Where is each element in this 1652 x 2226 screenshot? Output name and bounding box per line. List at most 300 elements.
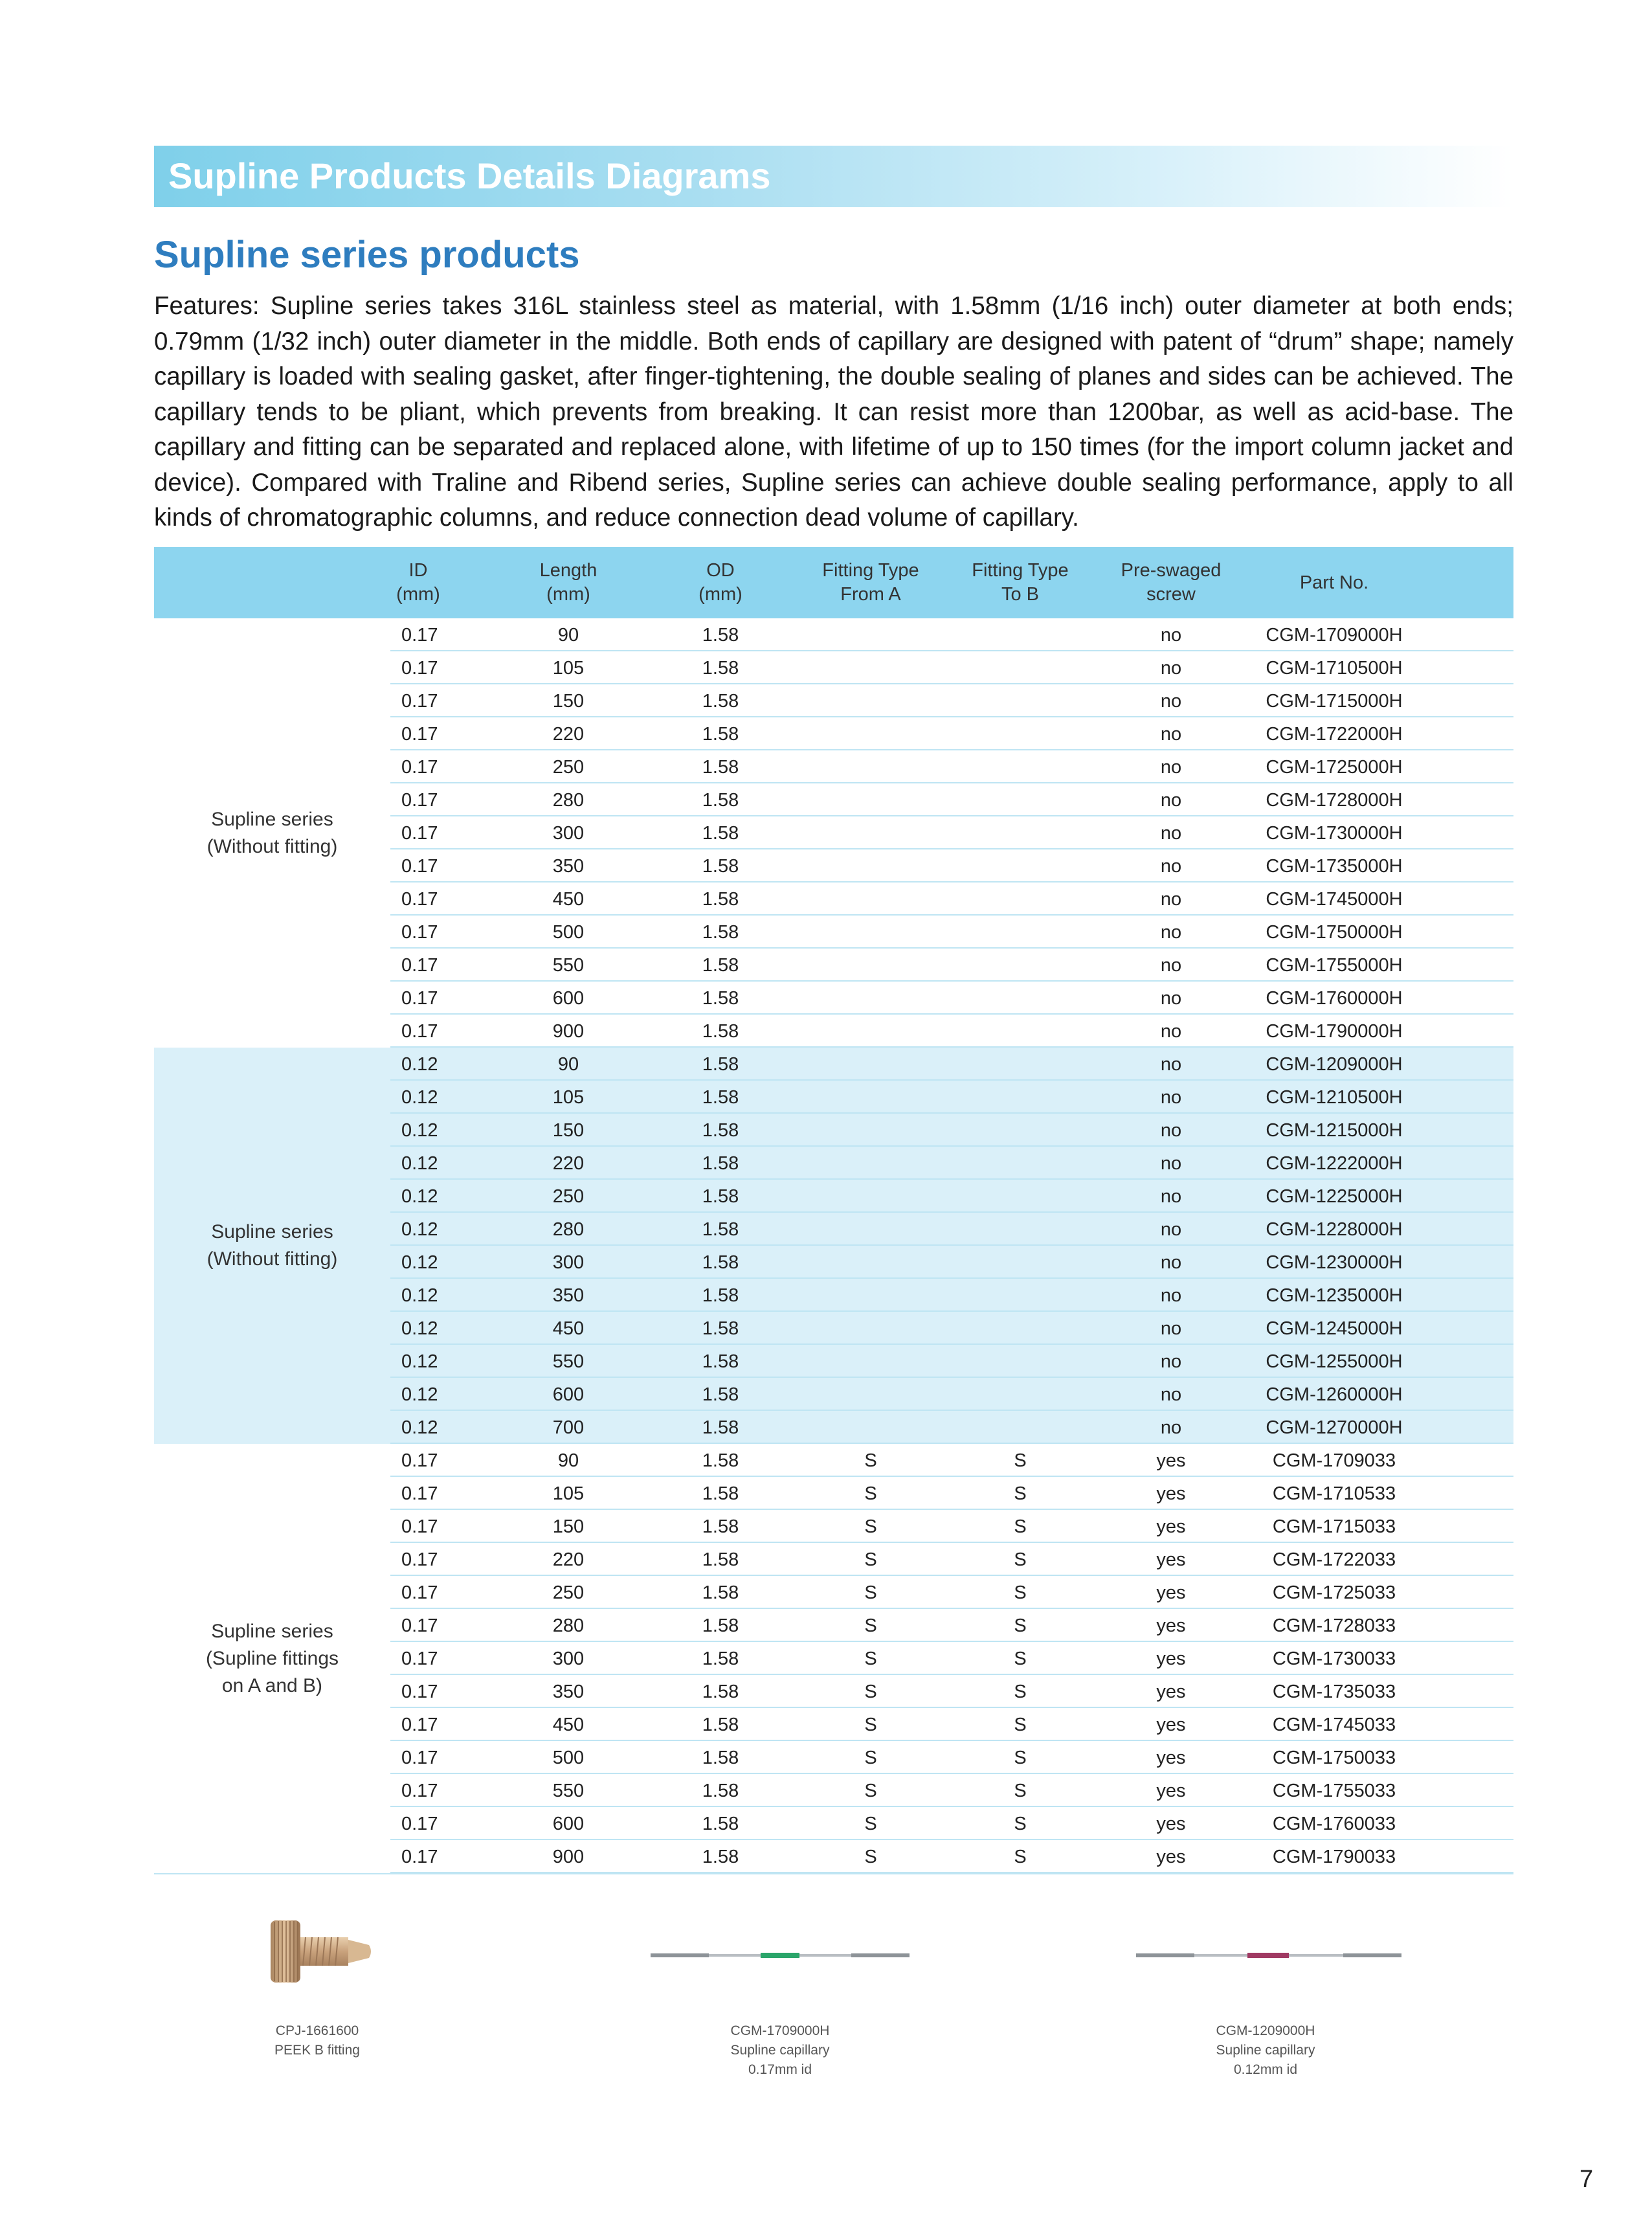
cell-od: 1.58 — [702, 823, 739, 844]
header-od: OD (mm) — [698, 560, 742, 605]
cell-od: 1.58 — [702, 1681, 739, 1702]
cell-pre-swaged: yes — [1156, 1549, 1186, 1570]
cell-fitting-to-b — [946, 1147, 1095, 1178]
cell-pre-swaged: no — [1160, 1087, 1182, 1108]
table-group — [154, 1048, 1513, 1444]
cell-fitting-to-b: S — [1014, 1748, 1027, 1768]
cell-fitting-from-a — [796, 1147, 945, 1178]
cell-fitting-from-a — [796, 1048, 945, 1079]
table-row — [390, 1477, 1513, 1510]
cell-fitting-to-b — [946, 883, 1095, 914]
cell-part-no: CGM-1755033 — [1272, 1781, 1396, 1801]
cell-pre-swaged: yes — [1156, 1648, 1186, 1669]
cell-fitting-to-b — [946, 816, 1095, 848]
cell-part-no: CGM-1750000H — [1266, 922, 1403, 943]
cell-length: 600 — [552, 988, 585, 1009]
cell-part-no: CGM-1730000H — [1266, 823, 1403, 844]
table-row — [390, 1345, 1513, 1378]
cell-part-no: CGM-1790033 — [1272, 1847, 1396, 1867]
cell-od: 1.58 — [702, 1781, 739, 1801]
cell-part-no: CGM-1709000H — [1266, 625, 1403, 646]
cell-fitting-to-b: S — [1014, 1681, 1027, 1702]
cell-id: 0.12 — [401, 1186, 438, 1207]
cell-fitting-from-a: S — [864, 1814, 877, 1834]
cell-fitting-to-b — [946, 1213, 1095, 1244]
cell-length: 300 — [552, 823, 585, 844]
cell-part-no: CGM-1225000H — [1266, 1186, 1403, 1207]
cell-fitting-from-a — [796, 849, 945, 881]
group-label: Supline series (Supline fittings on A and B) — [205, 1620, 339, 1696]
cell-fitting-from-a — [796, 1345, 945, 1377]
table-row — [390, 1213, 1513, 1246]
table-row — [390, 717, 1513, 750]
cell-pre-swaged: no — [1160, 724, 1182, 745]
cell-id: 0.12 — [401, 1087, 438, 1108]
cell-part-no: CGM-1255000H — [1266, 1351, 1403, 1372]
cell-fitting-from-a — [796, 684, 945, 716]
cell-fitting-from-a — [796, 883, 945, 914]
cell-id: 0.17 — [401, 922, 438, 943]
table-row — [390, 1576, 1513, 1609]
cell-length: 550 — [552, 1781, 585, 1801]
cell-od: 1.58 — [702, 1120, 739, 1141]
cell-fitting-to-b — [946, 1081, 1095, 1112]
cell-fitting-to-b — [946, 1180, 1095, 1211]
cell-fitting-to-b: S — [1014, 1483, 1027, 1504]
features-paragraph: Features: Supline series takes 316L stainless steel as material, with 1.58mm (1/16 inch) outer diameter at both ends; 0.79mm (1/32 inch) outer diameter in the middle. Both ends of capillary are designed with patent of “drum” shape; namely capillary is loaded with sealing gasket, after finger-tightening, the double sealing of planes and sides can be achieved. The capillary tends to be pliant, which prevents from breaking. It can resist more than 1200bar, as well as acid-base. The capillary and fitting can be separated and replaced alone, with lifetime of up to 150 times (for the import column jacket and device). Compared with Traline and Ribend series, Supline series can achieve double sealing performance, apply to all kinds of chromatographic columns, and reduce connection dead volume of capillary. — [154, 292, 1513, 532]
cell-fitting-to-b — [946, 949, 1095, 980]
cell-id: 0.12 — [401, 1252, 438, 1273]
cell-pre-swaged: no — [1160, 1285, 1182, 1306]
cell-pre-swaged: yes — [1156, 1781, 1186, 1801]
cell-fitting-from-a — [796, 750, 945, 782]
cell-id: 0.17 — [401, 1582, 438, 1603]
cell-pre-swaged: no — [1160, 1252, 1182, 1273]
cell-id: 0.17 — [401, 724, 438, 745]
header-length: Length (mm) — [539, 560, 597, 605]
cell-pre-swaged: no — [1160, 757, 1182, 778]
cell-fitting-to-b — [946, 916, 1095, 947]
cell-id: 0.17 — [401, 1516, 438, 1537]
cell-od: 1.58 — [702, 1582, 739, 1603]
cell-fitting-to-b — [946, 1312, 1095, 1343]
cell-part-no: CGM-1715033 — [1272, 1516, 1396, 1537]
banner-title: Supline Products Details Diagrams — [168, 155, 771, 196]
cell-fitting-to-b — [946, 1246, 1095, 1277]
table-group — [154, 618, 1513, 1048]
cell-length: 90 — [557, 1450, 579, 1471]
cell-pre-swaged: no — [1160, 1351, 1182, 1372]
cell-length: 600 — [552, 1814, 585, 1834]
cell-part-no: CGM-1735033 — [1272, 1681, 1396, 1702]
cell-id: 0.17 — [401, 757, 438, 778]
cell-fitting-from-a: S — [864, 1516, 877, 1537]
cell-id: 0.12 — [401, 1285, 438, 1306]
cell-pre-swaged: no — [1160, 955, 1182, 976]
cell-id: 0.17 — [401, 1021, 438, 1042]
cell-pre-swaged: no — [1160, 1054, 1182, 1075]
cell-fitting-from-a — [796, 1213, 945, 1244]
cell-od: 1.58 — [702, 922, 739, 943]
cell-od: 1.58 — [702, 988, 739, 1009]
cell-id: 0.17 — [401, 889, 438, 910]
cell-od: 1.58 — [702, 1054, 739, 1075]
cell-fitting-from-a — [796, 1114, 945, 1145]
cell-length: 600 — [552, 1384, 585, 1405]
cell-fitting-from-a — [796, 949, 945, 980]
cell-length: 250 — [552, 757, 585, 778]
cell-id: 0.17 — [401, 988, 438, 1009]
cell-od: 1.58 — [702, 856, 739, 877]
cell-id: 0.12 — [401, 1054, 438, 1075]
cell-fitting-to-b — [946, 618, 1095, 650]
cell-length: 550 — [552, 1351, 585, 1372]
cell-od: 1.58 — [702, 1252, 739, 1273]
peek-fitting-caption: CPJ-1661600 PEEK B fitting — [274, 2023, 360, 2058]
cell-part-no: CGM-1235000H — [1266, 1285, 1403, 1306]
cell-fitting-from-a — [796, 1312, 945, 1343]
cell-id: 0.17 — [401, 1483, 438, 1504]
cell-length: 105 — [552, 1483, 585, 1504]
cell-fitting-to-b: S — [1014, 1450, 1027, 1471]
cell-fitting-to-b: S — [1014, 1615, 1027, 1636]
cell-fitting-from-a — [796, 916, 945, 947]
cell-part-no: CGM-1728000H — [1266, 790, 1403, 811]
cell-id: 0.12 — [401, 1120, 438, 1141]
cell-pre-swaged: no — [1160, 658, 1182, 679]
cell-part-no: CGM-1709033 — [1272, 1450, 1396, 1471]
table-row — [390, 1312, 1513, 1345]
group-label: Supline series (Without fitting) — [206, 1221, 338, 1270]
table-row — [390, 1378, 1513, 1411]
capillary-012-caption: CGM-1209000H Supline capillary 0.12mm id — [1216, 2023, 1315, 2077]
cell-fitting-to-b — [946, 1345, 1095, 1377]
table-row — [390, 783, 1513, 816]
table-row — [390, 849, 1513, 883]
cell-fitting-from-a: S — [864, 1714, 877, 1735]
table-row — [390, 1015, 1513, 1048]
cell-length: 500 — [552, 922, 585, 943]
header-fitting-from-a: Fitting Type From A — [822, 560, 919, 605]
peek-fitting-image — [265, 1917, 382, 1988]
cell-part-no: CGM-1222000H — [1266, 1153, 1403, 1174]
cell-part-no: CGM-1745033 — [1272, 1714, 1396, 1735]
cell-id: 0.17 — [401, 658, 438, 679]
cell-fitting-from-a — [796, 651, 945, 683]
cell-od: 1.58 — [702, 1483, 739, 1504]
cell-fitting-to-b — [946, 750, 1095, 782]
cell-length: 150 — [552, 691, 585, 712]
cell-length: 250 — [552, 1186, 585, 1207]
cell-length: 220 — [552, 1153, 585, 1174]
capillary-017-image — [651, 1946, 910, 1965]
table-row — [390, 949, 1513, 982]
cell-id: 0.17 — [401, 1781, 438, 1801]
table-group — [154, 1444, 1513, 1873]
cell-fitting-from-a: S — [864, 1582, 877, 1603]
table-row — [390, 1807, 1513, 1840]
cell-length: 220 — [552, 724, 585, 745]
cell-part-no: CGM-1728033 — [1272, 1615, 1396, 1636]
table-row — [390, 618, 1513, 651]
cell-fitting-from-a — [796, 1081, 945, 1112]
cell-pre-swaged: no — [1160, 988, 1182, 1009]
cell-length: 450 — [552, 889, 585, 910]
table-header — [154, 547, 1513, 618]
cell-fitting-to-b: S — [1014, 1714, 1027, 1735]
cell-part-no: CGM-1228000H — [1266, 1219, 1403, 1240]
cell-fitting-from-a: S — [864, 1648, 877, 1669]
cell-od: 1.58 — [702, 1351, 739, 1372]
cell-od: 1.58 — [702, 1714, 739, 1735]
cell-part-no: CGM-1260000H — [1266, 1384, 1403, 1405]
cell-fitting-to-b — [946, 1378, 1095, 1410]
cell-part-no: CGM-1722033 — [1272, 1549, 1396, 1570]
cell-pre-swaged: no — [1160, 922, 1182, 943]
cell-part-no: CGM-1230000H — [1266, 1252, 1403, 1273]
cell-length: 90 — [557, 625, 579, 646]
cell-pre-swaged: yes — [1156, 1582, 1186, 1603]
cell-fitting-from-a — [796, 1279, 945, 1310]
cell-length: 90 — [557, 1054, 579, 1075]
cell-pre-swaged: yes — [1156, 1748, 1186, 1768]
cell-fitting-to-b — [946, 1114, 1095, 1145]
table-row — [390, 750, 1513, 783]
cell-part-no: CGM-1745000H — [1266, 889, 1403, 910]
cell-od: 1.58 — [702, 1153, 739, 1174]
cell-od: 1.58 — [702, 955, 739, 976]
cell-pre-swaged: no — [1160, 790, 1182, 811]
cell-part-no: CGM-1735000H — [1266, 856, 1403, 877]
table-row — [390, 916, 1513, 949]
cell-length: 300 — [552, 1252, 585, 1273]
table-row — [390, 684, 1513, 717]
product-table — [154, 547, 1513, 1874]
table-row — [390, 1048, 1513, 1081]
cell-part-no: CGM-1790000H — [1266, 1021, 1403, 1042]
cell-fitting-to-b — [946, 982, 1095, 1013]
table-row — [390, 651, 1513, 684]
cell-od: 1.58 — [702, 1087, 739, 1108]
cell-fitting-to-b — [946, 849, 1095, 881]
cell-id: 0.17 — [401, 1681, 438, 1702]
cell-fitting-from-a — [796, 1246, 945, 1277]
cell-fitting-from-a — [796, 1411, 945, 1443]
table-row — [390, 1147, 1513, 1180]
cell-od: 1.58 — [702, 1549, 739, 1570]
cell-length: 105 — [552, 1087, 585, 1108]
cell-od: 1.58 — [702, 1615, 739, 1636]
cell-pre-swaged: no — [1160, 1219, 1182, 1240]
section-title: Supline series products — [154, 234, 580, 276]
cell-length: 500 — [552, 1748, 585, 1768]
cell-id: 0.17 — [401, 625, 438, 646]
cell-fitting-to-b — [946, 717, 1095, 749]
cell-id: 0.17 — [401, 790, 438, 811]
cell-pre-swaged: yes — [1156, 1483, 1186, 1504]
cell-od: 1.58 — [702, 790, 739, 811]
cell-fitting-to-b: S — [1014, 1847, 1027, 1867]
table-row — [390, 1180, 1513, 1213]
cell-length: 280 — [552, 790, 585, 811]
cell-fitting-from-a — [796, 783, 945, 815]
cell-part-no: CGM-1722000H — [1266, 724, 1403, 745]
cell-pre-swaged: no — [1160, 856, 1182, 877]
cell-length: 900 — [552, 1021, 585, 1042]
cell-fitting-to-b: S — [1014, 1582, 1027, 1603]
cell-length: 220 — [552, 1549, 585, 1570]
cell-od: 1.58 — [702, 1384, 739, 1405]
cell-length: 250 — [552, 1582, 585, 1603]
cell-length: 280 — [552, 1219, 585, 1240]
group-label: Supline series (Without fitting) — [206, 808, 338, 857]
cell-part-no: CGM-1760000H — [1266, 988, 1403, 1009]
header-part-no: Part No. — [1299, 572, 1369, 593]
cell-fitting-to-b — [946, 684, 1095, 716]
cell-od: 1.58 — [702, 1450, 739, 1471]
cell-length: 450 — [552, 1318, 585, 1339]
cell-od: 1.58 — [702, 1748, 739, 1768]
cell-fitting-from-a — [796, 1180, 945, 1211]
table-row — [390, 1411, 1513, 1444]
cell-fitting-to-b: S — [1014, 1648, 1027, 1669]
cell-id: 0.17 — [401, 1847, 438, 1867]
cell-fitting-from-a: S — [864, 1549, 877, 1570]
cell-length: 350 — [552, 1681, 585, 1702]
cell-fitting-to-b: S — [1014, 1781, 1027, 1801]
cell-od: 1.58 — [702, 658, 739, 679]
cell-length: 150 — [552, 1516, 585, 1537]
cell-length: 150 — [552, 1120, 585, 1141]
cell-od: 1.58 — [702, 1814, 739, 1834]
cell-id: 0.12 — [401, 1318, 438, 1339]
cell-fitting-from-a — [796, 618, 945, 650]
cell-pre-swaged: yes — [1156, 1516, 1186, 1537]
cell-length: 900 — [552, 1847, 585, 1867]
cell-pre-swaged: no — [1160, 1120, 1182, 1141]
cell-id: 0.12 — [401, 1417, 438, 1438]
cell-id: 0.12 — [401, 1351, 438, 1372]
table-body — [154, 618, 1513, 1874]
cell-fitting-to-b — [946, 783, 1095, 815]
cell-od: 1.58 — [702, 1648, 739, 1669]
table-row — [390, 883, 1513, 916]
table-row — [390, 1081, 1513, 1114]
cell-fitting-from-a — [796, 1015, 945, 1046]
cell-part-no: CGM-1715000H — [1266, 691, 1403, 712]
cell-pre-swaged: yes — [1156, 1714, 1186, 1735]
cell-fitting-to-b: S — [1014, 1814, 1027, 1834]
cell-part-no: CGM-1270000H — [1266, 1417, 1403, 1438]
table-row — [390, 1114, 1513, 1147]
cell-part-no: CGM-1710500H — [1266, 658, 1403, 679]
cell-pre-swaged: no — [1160, 1417, 1182, 1438]
cell-part-no: CGM-1760033 — [1272, 1814, 1396, 1834]
cell-id: 0.17 — [401, 1814, 438, 1834]
table-row — [390, 1774, 1513, 1807]
cell-id: 0.17 — [401, 1549, 438, 1570]
cell-id: 0.17 — [401, 1748, 438, 1768]
cell-part-no: CGM-1210500H — [1266, 1087, 1403, 1108]
table-row — [390, 816, 1513, 849]
header-fitting-to-b: Fitting Type To B — [972, 560, 1069, 605]
cell-fitting-to-b: S — [1014, 1516, 1027, 1537]
cell-fitting-to-b — [946, 1015, 1095, 1046]
cell-part-no: CGM-1245000H — [1266, 1318, 1403, 1339]
cell-part-no: CGM-1750033 — [1272, 1748, 1396, 1768]
cell-fitting-to-b — [946, 1411, 1095, 1443]
cell-part-no: CGM-1215000H — [1266, 1120, 1403, 1141]
cell-od: 1.58 — [702, 691, 739, 712]
cell-fitting-to-b — [946, 1048, 1095, 1079]
cell-id: 0.17 — [401, 1714, 438, 1735]
table-row — [390, 1510, 1513, 1543]
cell-length: 350 — [552, 1285, 585, 1306]
cell-id: 0.17 — [401, 1648, 438, 1669]
cell-part-no: CGM-1755000H — [1266, 955, 1403, 976]
cell-pre-swaged: no — [1160, 1153, 1182, 1174]
cell-length: 350 — [552, 856, 585, 877]
cell-length: 105 — [552, 658, 585, 679]
cell-length: 300 — [552, 1648, 585, 1669]
cell-fitting-from-a — [796, 717, 945, 749]
cell-pre-swaged: no — [1160, 823, 1182, 844]
cell-od: 1.58 — [702, 1219, 739, 1240]
section-banner — [154, 146, 1513, 207]
cell-fitting-from-a: S — [864, 1615, 877, 1636]
cell-od: 1.58 — [702, 1417, 739, 1438]
cell-pre-swaged: yes — [1156, 1450, 1186, 1471]
cell-od: 1.58 — [702, 625, 739, 646]
table-row — [390, 1279, 1513, 1312]
cell-fitting-from-a — [796, 1378, 945, 1410]
capillary-017-caption: CGM-1709000H Supline capillary 0.17mm id — [730, 2023, 830, 2077]
cell-fitting-to-b: S — [1014, 1549, 1027, 1570]
cell-pre-swaged: no — [1160, 889, 1182, 910]
cell-pre-swaged: no — [1160, 1021, 1182, 1042]
table-bottom-border — [154, 1873, 1513, 1874]
cell-length: 550 — [552, 955, 585, 976]
header-id: ID (mm) — [396, 560, 440, 605]
table-row — [390, 1444, 1513, 1477]
cell-length: 280 — [552, 1615, 585, 1636]
cell-fitting-to-b — [946, 651, 1095, 683]
table-row — [390, 1642, 1513, 1675]
cell-pre-swaged: no — [1160, 625, 1182, 646]
table-row — [390, 982, 1513, 1015]
cell-pre-swaged: yes — [1156, 1847, 1186, 1867]
cell-fitting-from-a: S — [864, 1483, 877, 1504]
cell-od: 1.58 — [702, 1318, 739, 1339]
cell-part-no: CGM-1730033 — [1272, 1648, 1396, 1669]
cell-id: 0.17 — [401, 856, 438, 877]
cell-fitting-from-a: S — [864, 1681, 877, 1702]
cell-id: 0.17 — [401, 1615, 438, 1636]
table-row — [390, 1741, 1513, 1774]
header-pre-swaged-screw: Pre-swaged screw — [1121, 560, 1222, 605]
cell-part-no: CGM-1710533 — [1272, 1483, 1396, 1504]
cell-fitting-from-a: S — [864, 1781, 877, 1801]
capillary-012-image — [1136, 1946, 1401, 1965]
cell-id: 0.12 — [401, 1384, 438, 1405]
cell-length: 450 — [552, 1714, 585, 1735]
cell-od: 1.58 — [702, 1516, 739, 1537]
cell-od: 1.58 — [702, 889, 739, 910]
cell-pre-swaged: no — [1160, 1318, 1182, 1339]
cell-length: 700 — [552, 1417, 585, 1438]
cell-fitting-from-a: S — [864, 1847, 877, 1867]
cell-fitting-from-a: S — [864, 1748, 877, 1768]
